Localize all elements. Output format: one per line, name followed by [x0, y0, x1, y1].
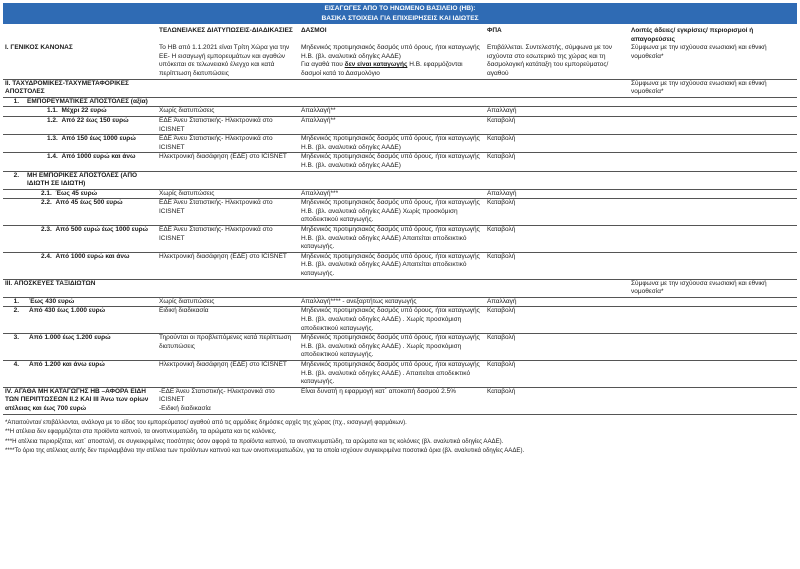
footnotes — [3, 418, 797, 456]
table-row — [3, 387, 797, 414]
duties-note — [301, 61, 483, 78]
procedures-cell — [157, 387, 299, 414]
row-label — [21, 153, 157, 171]
procedures-cell: Ηλεκτρονική διασάφηση (ΕΔΕ) στο ICISNET — [157, 153, 299, 171]
row-label: I. ΓΕΝΙΚΟΣ ΚΑΝΟΝΑΣ — [3, 44, 157, 79]
table-row — [3, 279, 797, 297]
vat-cell: Καταβολή — [485, 226, 629, 253]
duties-cell: Απαλλαγή** — [299, 116, 485, 134]
table-row — [3, 171, 797, 189]
procedures-cell: Χωρίς διατυπώσεις — [157, 297, 299, 307]
row-number: 2.2. — [41, 199, 52, 207]
table-row — [3, 189, 797, 199]
procedures-cell: ΕΔΕ Άνευ Στατιστικής- Ηλεκτρονικά στο ICISNET — [157, 116, 299, 134]
row-number: 4. — [3, 360, 21, 387]
table-row — [3, 97, 797, 107]
row-label: Από 1.000 έως 1.200 ευρώ — [21, 334, 157, 361]
table-row — [3, 334, 797, 361]
row-number: 1. — [3, 297, 21, 307]
vat-cell: Καταβολή — [485, 135, 629, 153]
row-label: ΕΜΠΟΡΕΥΜΑΤΙΚΕΣ ΑΠΟΣΤΟΛΕΣ (αξία) — [21, 97, 157, 107]
duties-note-post: Η.Β. εφαρμόζονται δασμοί κατά το Δασμολόγιο — [301, 61, 463, 77]
row-label — [21, 189, 157, 199]
vat-cell: Καταβολή — [485, 116, 629, 134]
other-cell: Σύμφωνα με την ισχύουσα ενωσιακή και εθνική νομοθεσία* — [629, 279, 797, 297]
vat-cell: Καταβολή — [485, 307, 629, 334]
import-rules-table — [3, 24, 797, 415]
row-label: Έως 430 ευρώ — [21, 297, 157, 307]
row-label: Από 430 έως 1.000 ευρώ — [21, 307, 157, 334]
procedures-cell: Ειδική διαδικασία — [157, 307, 299, 334]
table-row — [3, 135, 797, 153]
procedures-cell: Χωρίς διατυπώσεις — [157, 189, 299, 199]
header-duties: ΔΑΣΜΟΙ — [301, 27, 327, 34]
row-number: 1.1. — [47, 107, 58, 115]
other-cell: Σύμφωνα με την ισχύουσα ενωσιακή και εθνική νομοθεσία* — [629, 44, 797, 79]
procedures-cell: Το ΗΒ από 1.1.2021 είναι Τρίτη Χώρα για την ΕΕ- Η εισαγωγή εμπορευμάτων και αγαθών υπόκειται σε τελωνειακό έλεγχο και κατά περίπτωση διατυπώσεις — [157, 44, 299, 79]
procedures-cell: ΕΔΕ Άνευ Στατιστικής- Ηλεκτρονικά στο ICISNET — [157, 226, 299, 253]
procedures-cell: ΕΔΕ Άνευ Στατιστικής- Ηλεκτρονικά στο ICISNET — [157, 199, 299, 226]
footnote: *Απαιτούνται/ επιβάλλονται, ανάλογα με το είδος του εμπορεύματος/ αγαθού από τις αρμόδιες δημόσιες αρχές της χώρας (πχ., εισαγωγή φαρμάκων). — [5, 418, 407, 426]
row-label-text: Από 22 έως 150 ευρώ — [61, 116, 129, 124]
row-label: IV. ΑΓΑΘΑ ΜΗ ΚΑΤΑΓΩΓΗΣ ΗΒ –ΑΦΟΡΑ ΕΙΔΗ ΤΩΝ ΠΕΡΙΠΤΩΣΕΩΝ II.2 ΚΑΙ III Άνω των ορίων ατέλειας και έως 700 ευρώ — [3, 387, 157, 414]
row-number: 2. — [3, 171, 21, 189]
footnote: ***Η ατέλεια περιορίζεται, κατ΄ αποστολή, σε συγκεκριμένες ποσότητες όσον αφορά τα προϊόντα καπνού, τα οινοπνευματώδη, τα αρώματα και τις κολόνιες (βλ. αναλυτικά οδηγίες ΑΑΔΕ). — [5, 437, 504, 445]
row-number: 1.4. — [47, 153, 58, 161]
row-label — [21, 199, 157, 226]
vat-cell: Καταβολή — [485, 334, 629, 361]
procedures-cell: Χωρίς διατυπώσεις — [157, 107, 299, 117]
row-label: ΜΗ ΕΜΠΟΡΙΚΕΣ ΑΠΟΣΤΟΛΕΣ (ΑΠΟ ΙΔΙΩΤΗ ΣΕ ΙΔΙΩΤΗ) — [21, 171, 157, 189]
title-line-2: ΒΑΣΙΚΑ ΣΤΟΙΧΕΙΑ ΓΙΑ ΕΠΙΧΕΙΡΗΣΕΙΣ ΚΑΙ ΙΔΙΩΤΕΣ — [321, 15, 479, 22]
duties-cell: Απαλλαγή*** — [299, 189, 485, 199]
table-row — [3, 297, 797, 307]
row-number: 1. — [3, 97, 21, 107]
row-label: II. ΤΑΧΥΔΡΟΜΙΚΕΣ-ΤΑΧΥΜΕΤΑΦΟΡΙΚΕΣ ΑΠΟΣΤΟΛΕΣ — [3, 79, 157, 97]
procedures-cell: ΕΔΕ Άνευ Στατιστικής- Ηλεκτρονικά στο ICISNET — [157, 135, 299, 153]
header-vat: ΦΠΑ — [487, 27, 502, 34]
duties-cell: Είναι δυνατή η εφαρμογή κατ΄ αποκοπή δασμού 2.5% — [299, 387, 485, 414]
duties-note-emphasis: δεν είναι καταγωγής — [344, 61, 408, 69]
duties-cell: Μηδενικός προτιμησιακός δασμός υπό όρους, ήτοι καταγωγής Η.Β. (βλ. αναλυτικά οδηγίες ΑΑΔΕ) Χωρίς προσκόμιση αποδεικτικού καταγωγής. — [299, 199, 485, 226]
row-label-text: Από 45 έως 500 ευρώ — [55, 199, 123, 207]
duties-cell: Απαλλαγή** — [299, 107, 485, 117]
row-label — [21, 107, 157, 117]
table-row — [3, 226, 797, 253]
procedures-cell: Ηλεκτρονική διασάφηση (ΕΔΕ) στο ICISNET — [157, 360, 299, 387]
table-row — [3, 360, 797, 387]
title-line-1: ΕΙΣΑΓΩΓΕΣ ΑΠΟ ΤΟ ΗΝΩΜΕΝΟ ΒΑΣΙΛΕΙΟ (ΗΒ): — [324, 5, 476, 12]
footnote: **Η ατέλεια δεν εφαρμόζεται στα προϊόντα καπνού, τα οινοπνευματώδη, τα αρώματα και τις κολόνιες. — [5, 428, 277, 436]
vat-cell: Καταβολή — [485, 153, 629, 171]
vat-cell: Απαλλαγή — [485, 189, 629, 199]
row-number: 2.4. — [41, 252, 52, 260]
procedure-option-1: -ΕΔΕ Άνευ Στατιστικής- Ηλεκτρονικά στο ICISNET — [159, 387, 275, 404]
row-label-text: Από 1000 ευρώ και άνω — [61, 153, 136, 161]
table-row — [3, 116, 797, 134]
row-label-text: Από 1000 ευρώ και άνω — [55, 252, 130, 260]
vat-cell: Καταβολή — [485, 199, 629, 226]
table-row — [3, 79, 797, 97]
table-row — [3, 107, 797, 117]
row-label: III. ΑΠΟΣΚΕΥΕΣ ΤΑΞΙΔΙΩΤΩΝ — [3, 279, 157, 297]
duties-cell — [299, 44, 485, 79]
header-customs-procedures: ΤΕΛΩΝΕΙΑΚΕΣ ΔΙΑΤΥΠΩΣΕΙΣ-ΔΙΑΔΙΚΑΣΙΕΣ — [159, 27, 293, 34]
table-row — [3, 307, 797, 334]
document-title — [3, 3, 797, 24]
duties-note-pre: Για αγαθά που — [301, 61, 345, 69]
row-label-text: Από 150 έως 1000 ευρώ — [61, 135, 136, 143]
row-label-text: Μέχρι 22 ευρώ — [61, 107, 107, 115]
duties-cell: Μηδενικός προτιμησιακός δασμός υπό όρους, ήτοι καταγωγής Η.Β. (βλ. αναλυτικά οδηγίες ΑΑΔΕ) . Χωρίς προσκόμιση αποδεικτικού καταγωγής. — [299, 307, 485, 334]
procedures-cell: Ηλεκτρονική διασάφηση (ΕΔΕ) στο ICISNET — [157, 252, 299, 279]
duties-cell: Μηδενικός προτιμησιακός δασμός υπό όρους, ήτοι καταγωγής Η.Β. (βλ. αναλυτικά οδηγίες ΑΑΔΕ) . Απαιτείται αποδεικτικό καταγωγής. — [299, 360, 485, 387]
vat-cell: Απαλλαγή — [485, 107, 629, 117]
row-number: 3. — [3, 334, 21, 361]
row-label — [21, 135, 157, 153]
header-row — [3, 24, 797, 44]
row-label — [21, 226, 157, 253]
vat-cell: Καταβολή — [485, 252, 629, 279]
table-row — [3, 44, 797, 79]
row-label — [21, 116, 157, 134]
other-cell: Σύμφωνα με την ισχύουσα ενωσιακή και εθνική νομοθεσία* — [629, 79, 797, 97]
row-label: Από 1.200 και άνω ευρώ — [21, 360, 157, 387]
vat-cell: Καταβολή — [485, 387, 629, 414]
row-number: 1.2. — [47, 116, 58, 124]
row-number: 2.1. — [41, 189, 52, 197]
table-row — [3, 199, 797, 226]
row-number: 1.3. — [47, 135, 58, 143]
duties-cell: Μηδενικός προτιμησιακός δασμός υπό όρους, ήτοι καταγωγής Η.Β. (βλ. αναλυτικά οδηγίες ΑΑΔΕ) Απαιτείται αποδεικτικό καταγωγής. — [299, 252, 485, 279]
row-label — [21, 252, 157, 279]
row-number: 2.3. — [41, 226, 52, 234]
duties-cell: Μηδενικός προτιμησιακός δασμός υπό όρους, ήτοι καταγωγής Η.Β. (βλ. αναλυτικά οδηγίες ΑΑΔΕ) . Χωρίς προσκόμιση αποδεικτικού καταγωγής. — [299, 334, 485, 361]
procedure-option-2: -Ειδική διαδικασία — [159, 404, 211, 412]
vat-cell: Απαλλαγή — [485, 297, 629, 307]
duties-cell: Απαλλαγή**** - ανεξαρτήτως καταγωγής — [299, 297, 485, 307]
row-number: 2. — [3, 307, 21, 334]
duties-text: Μηδενικός προτιμησιακός δασμός υπό όρους, ήτοι καταγωγής Η.Β. (βλ. αναλυτικά οδηγίες ΑΑΔΕ) — [301, 44, 480, 60]
duties-cell: Μηδενικός προτιμησιακός δασμός υπό όρους, ήτοι καταγωγής Η.Β. (βλ. αναλυτικά οδηγίες ΑΑΔΕ) — [299, 135, 485, 153]
table-row — [3, 153, 797, 171]
table-row — [3, 252, 797, 279]
row-label-text: Από 500 ευρώ έως 1000 ευρώ — [55, 226, 149, 234]
procedures-cell: Τηρούνται οι προβλεπόμενες κατά περίπτωση διατυπώσεις — [157, 334, 299, 361]
header-other-permits: Λοιπές άδειες/ εγκρίσεις/ περιορισμοί ή απαγορεύσεις — [631, 27, 754, 43]
duties-cell: Μηδενικός προτιμησιακός δασμός υπό όρους, ήτοι καταγωγής Η.Β. (βλ. αναλυτικά οδηγίες ΑΑΔΕ) — [299, 153, 485, 171]
duties-cell: Μηδενικός προτιμησιακός δασμός υπό όρους, ήτοι καταγωγής Η.Β. (βλ. αναλυτικά οδηγίες ΑΑΔΕ) Απαιτείται αποδεικτικό καταγωγής. — [299, 226, 485, 253]
vat-cell: Επιβάλλεται. Συντελεστής, σύμφωνα με τον ισχύοντα στο εσωτερικό της χώρας και τη δασμολογική κατάταξη του εμπορεύματος/ αγαθού — [485, 44, 629, 79]
footnote: ****Το όριο της ατέλειας αυτής δεν περιλαμβάνει την ατέλεια των προϊόντων καπνού και των οινοπνευματωδών, για τα οποία ισχύουν συγκεκριμένα ποσοτικά όρια (βλ. αναλυτικά οδηγίες ΑΑΔΕ). — [5, 447, 525, 455]
row-label-text: Έως 45 ευρώ — [55, 189, 98, 197]
vat-cell: Καταβολή — [485, 360, 629, 387]
